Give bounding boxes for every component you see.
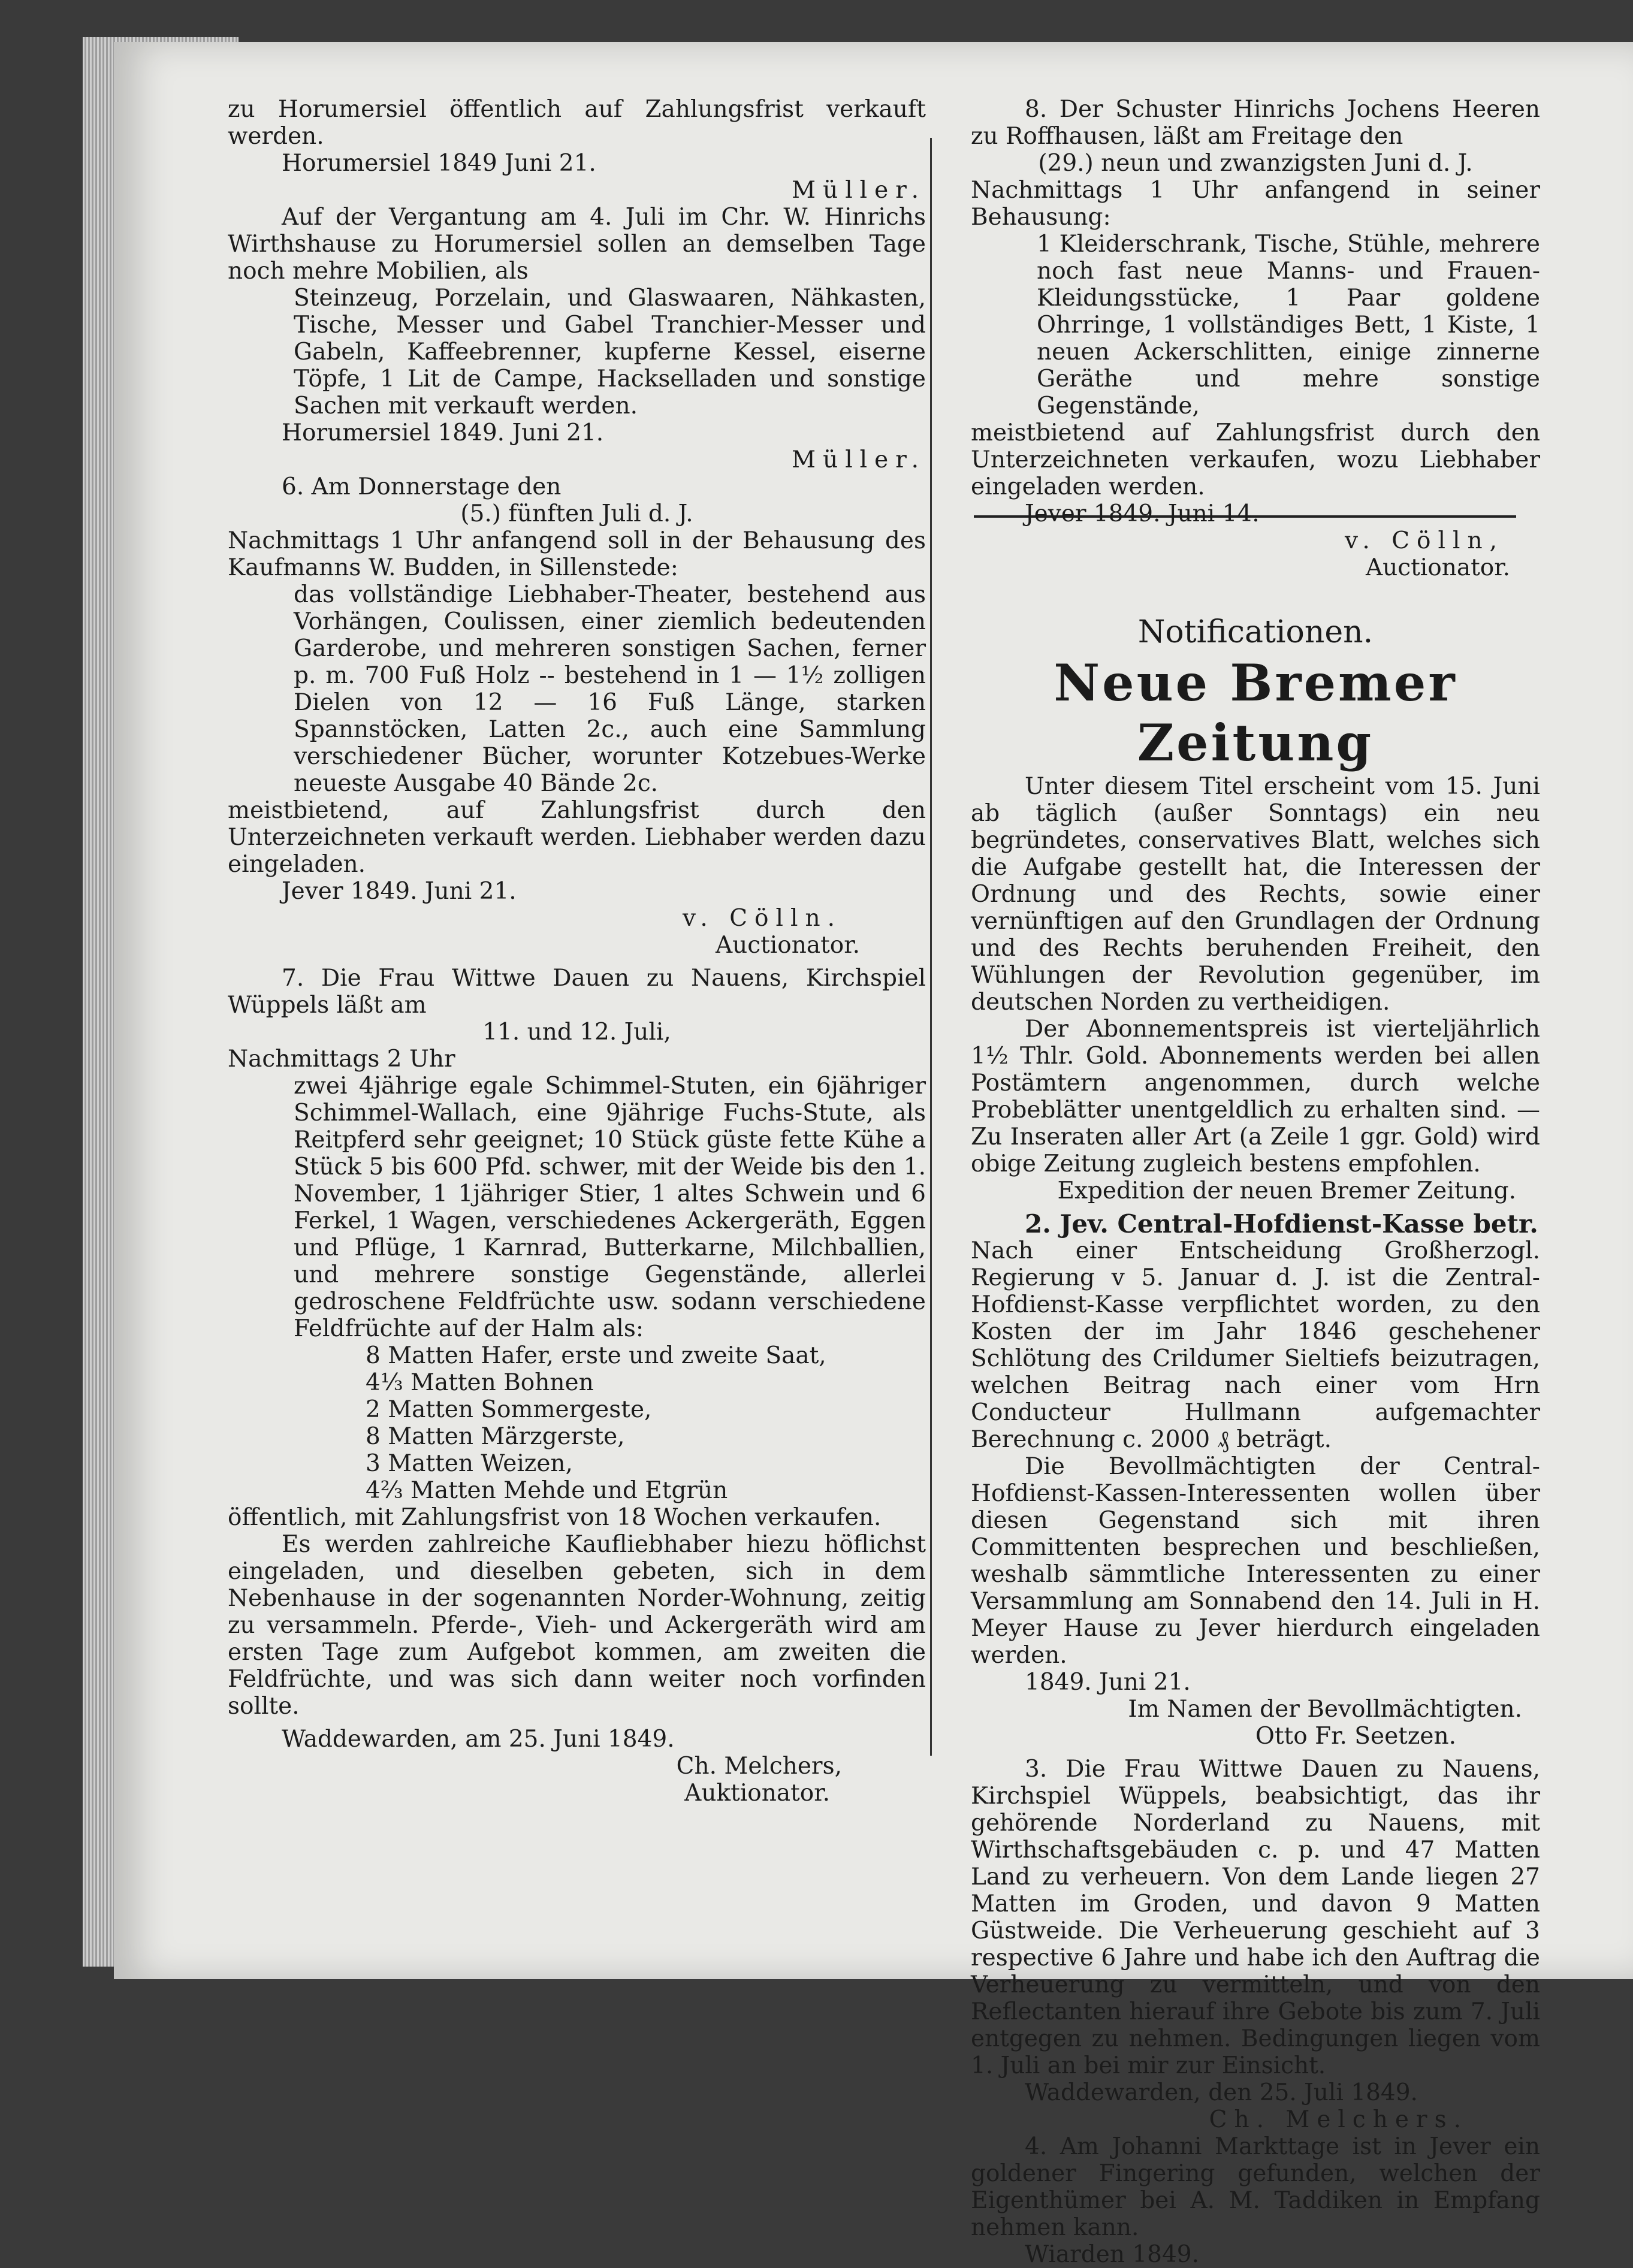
notice-date: Horumersiel 1849. Juni 21. xyxy=(282,419,604,446)
crop-item: 8 Matten Hafer, erste und zweite Saat, xyxy=(366,1342,826,1369)
crop-item: 4⅓ Matten Bohnen xyxy=(366,1369,594,1396)
notice-8-date: (29.) neun und zwanzigsten Juni d. J. xyxy=(1038,150,1473,177)
nbz-subscription: Der Abonnementspreis ist vierteljährlich 1½ Thlr. Gold. Abonnements werden bei allen Postämtern angenommen, durch welche Probeblätter unentgeldlich zu erhalten sind. — Zu Inseraten aller Art (a Zeile 1 ggr. Gold) wird obige Zeitung zugleich bestens empfohlen. xyxy=(971,1016,1540,1177)
crop-item: 3 Matten Weizen, xyxy=(366,1450,573,1477)
item-list: das vollständige Liebhaber-Theater, bestehend aus Vorhängen, Coulissen, einer ziemlich bedeutenden Garderobe, und mehreren sonstigen Sachen, ferner p. m. 700 Fuß Holz -- bestehend in 1 — 1½ zolligen Dielen von 12 — 16 Fuß Länge, starken Spannstöcken, Latten 2c., auch eine Sammlung verschiedener Bücher, worunter Kotzebues-Werke neueste Ausgabe 40 Bände 2c. xyxy=(294,581,926,797)
notice-signature: Im Namen der Bevollmächtigten. xyxy=(1128,1696,1522,1723)
notice-signature: Müller. xyxy=(792,446,926,473)
notice-6-head: 6. Am Donnerstage den xyxy=(282,473,562,500)
notice-signature: Müller. xyxy=(792,177,926,204)
notice-signature: v. Cölln. xyxy=(683,905,842,932)
notice-2-text2: Die Bevollmächtigten der Central-Hofdienst-Kassen-Interessenten wollen über diesen Gegenstand sich mit ihren Committenten besprechen und beschließen, weshalb sämmtliche Interessenten zu einer Versammlung am Sonnabend den 14. Juli in H. Meyer Hause zu Jever hierdurch eingeladen werden. xyxy=(971,1453,1540,1669)
notice-7-more: Es werden zahlreiche Kaufliebhaber hiezu höflichst eingeladen, und dieselben gebeten, sich in dem Nebenhause in der sogenannten Norder-Wohnung, zeitig zu versammeln. Pferde-, Vieh- und Ackergeräth wird am ersten Tage zum Aufgebot kommen, am zweiten die Feldfrüchte, und was sich dann weiter noch vorfinden sollte. xyxy=(228,1531,926,1720)
notice-7-head: 7. Die Frau Wittwe Dauen zu Nauens, Kirchspiel Wüppels läßt am xyxy=(228,965,926,1019)
notice-date: Waddewarden, am 25. Juni 1849. xyxy=(282,1726,675,1753)
section-heading-notificationen: Notificationen. xyxy=(1137,614,1374,650)
crop-item: 4⅔ Matten Mehde und Etgrün xyxy=(366,1477,728,1504)
crop-item: 8 Matten Märzgerste, xyxy=(366,1423,625,1450)
notice-6-tail: meistbietend, auf Zahlungsfrist durch den Unterzeichneten verkauft werden. Liebhaber werden dazu eingeladen. xyxy=(228,797,926,878)
notice-role: Auctionator. xyxy=(715,932,860,959)
notice-8-time: Nachmittags 1 Uhr anfangend in seiner Behausung: xyxy=(971,177,1540,231)
item-list: 1 Kleiderschrank, Tische, Stühle, mehrere noch fast neue Manns- und Frauen-Kleidungsstücke, 1 Paar goldene Ohrringe, 1 vollständiges Bett, 1 Kiste, 1 neuen Ackerschlitten, einige zinnerne Geräthe und mehre sonstige Gegenstände, xyxy=(1037,231,1540,419)
column-divider xyxy=(930,138,932,1756)
notice-signature: v. Cölln, xyxy=(1345,527,1504,554)
notice-date: Wiarden 1849. xyxy=(1025,2241,1199,2268)
notice-3-text: 3. Die Frau Wittwe Dauen zu Nauens, Kirchspiel Wüppels, beabsichtigt, das ihr gehörende Norderland zu Nauens, mit Wirthschaftsgebäuden c. p. und 47 Matten Land zu verheuern. Von dem Lande liegen 27 Matten im Groden, und davon 9 Matten Güstweide. Die Verheuerung geschieht auf 3 respective 6 Jahre und habe ich den Auftrag die Verheuerung zu vermitteln, und von den Reflectanten hierauf ihre Gebote bis zum 7. Juli entgegen zu nehmen. Bedingungen liegen vom 1. Juli an bei mir zur Einsicht. xyxy=(971,1756,1540,2079)
notice-7-date: 11. und 12. Juli, xyxy=(482,1019,671,1046)
notice-6-date: (5.) fünften Juli d. J. xyxy=(460,500,693,527)
notice-8-head: 8. Der Schuster Hinrichs Jochens Heeren zu Roffhausen, läßt am Freitage den xyxy=(971,96,1540,150)
notice-signature: Ch. Melchers. xyxy=(1209,2106,1468,2133)
left-column xyxy=(228,96,926,1807)
notice-date: 1849. Juni 21. xyxy=(1025,1669,1191,1696)
notice-signature: Ch. Melchers, xyxy=(676,1753,842,1780)
notice-date: Jever 1849. Juni 14. xyxy=(1025,500,1260,527)
notice-signature: Otto Fr. Seetzen. xyxy=(1255,1723,1456,1750)
notice-vergantung: Auf der Vergantung am 4. Juli im Chr. W. Hinrichs Wirthshause zu Horumersiel sollen an demselben Tage noch mehre Mobilien, als xyxy=(228,204,926,285)
crop-item: 2 Matten Sommergeste, xyxy=(366,1396,652,1423)
item-list: zwei 4jährige egale Schimmel-Stuten, ein 6jähriger Schimmel-Wallach, eine 9jährige Fuchs-Stute, als Reitpferd sehr geeignet; 10 Stück güste fette Kühe a Stück 5 bis 600 Pfd. schwer, mit der Weide bis den 1. November, 1 1jähriger Stier, 1 altes Schwein und 6 Ferkel, 1 Wagen, verschiedenes Ackergeräth, Eggen und Pflüge, 1 Karnrad, Butterkarne, Milchballien, und mehrere sonstige Gegenstände, allerlei gedroschene Feldfrüchte usw. sodann verschiedene Feldfrüchte auf der Halm als: xyxy=(294,1073,926,1342)
notice-date: Jever 1849. Juni 21. xyxy=(282,878,517,905)
item-list: Steinzeug, Porzelain, und Glaswaaren, Nähkasten, Tische, Messer und Gabel Tranchier-Messer und Gabeln, Kaffeebrenner, kupferne Kessel, eiserne Töpfe, 1 Lit de Campe, Hackselladen und sonstige Sachen mit verkauft werden. xyxy=(294,285,926,419)
notice-7-time: Nachmittags 2 Uhr xyxy=(228,1046,455,1073)
masthead-neue-bremer-zeitung: Neue Bremer Zeitung xyxy=(1054,653,1457,772)
notice-2-head: 2. Jev. Central-Hofdienst-Kasse betr. xyxy=(1025,1209,1538,1239)
notice-2-text: Nach einer Entscheidung Großherzogl. Regierung v 5. Januar d. J. ist die Zentral-Hofdienst-Kasse verpflichtet worden, zu den Kosten der im Jahr 1846 geschehener Schlötung des Crildumer Sieltiefs beizutragen, welchen Beitrag nach einer vom Hrn Conducteur Hullmann aufgemachter Berechnung c. 2000 ₰ beträgt. xyxy=(971,1237,1540,1453)
notice-4-text: 4. Am Johanni Markttage ist in Jever ein goldener Fingering gefunden, welchen der Eigenthümer bei A. M. Taddiken in Empfang nehmen kann. xyxy=(971,2133,1540,2241)
notice-6-text: Nachmittags 1 Uhr anfangend soll in der Behausung des Kaufmanns W. Budden, in Sillenstede: xyxy=(228,527,926,581)
right-column xyxy=(971,96,1540,2268)
notice-role: Auktionator. xyxy=(684,1780,830,1807)
notice-date: Horumersiel 1849 Juni 21. xyxy=(282,150,596,177)
crop-list xyxy=(228,1342,926,1504)
notice-horumersiel-1: zu Horumersiel öffentlich auf Zahlungsfrist verkauft werden. xyxy=(228,96,926,150)
notice-7-tail: öffentlich, mit Zahlungsfrist von 18 Wochen verkaufen. xyxy=(228,1504,882,1531)
nbz-signature: Expedition der neuen Bremer Zeitung. xyxy=(1057,1177,1516,1204)
notice-date: Waddewarden, den 25. Juli 1849. xyxy=(1025,2079,1418,2106)
notice-8-tail: meistbietend auf Zahlungsfrist durch den Unterzeichneten verkaufen, wozu Liebhaber eingeladen werden. xyxy=(971,419,1540,500)
notice-role: Auctionator. xyxy=(1365,554,1510,581)
nbz-announcement: Unter diesem Titel erscheint vom 15. Juni ab täglich (außer Sonntags) ein neu begründetes, conservatives Blatt, welches sich die Aufgabe gestellt hat, die Interessen der Ordnung und des Rechts, sowie einer vernünftigen auf den Grundlagen der Ordnung und des Rechts beruhenden Freiheit, den Wühlungen der Revolution gegenüber, im deutschen Norden zu vertheidigen. xyxy=(971,773,1540,1016)
